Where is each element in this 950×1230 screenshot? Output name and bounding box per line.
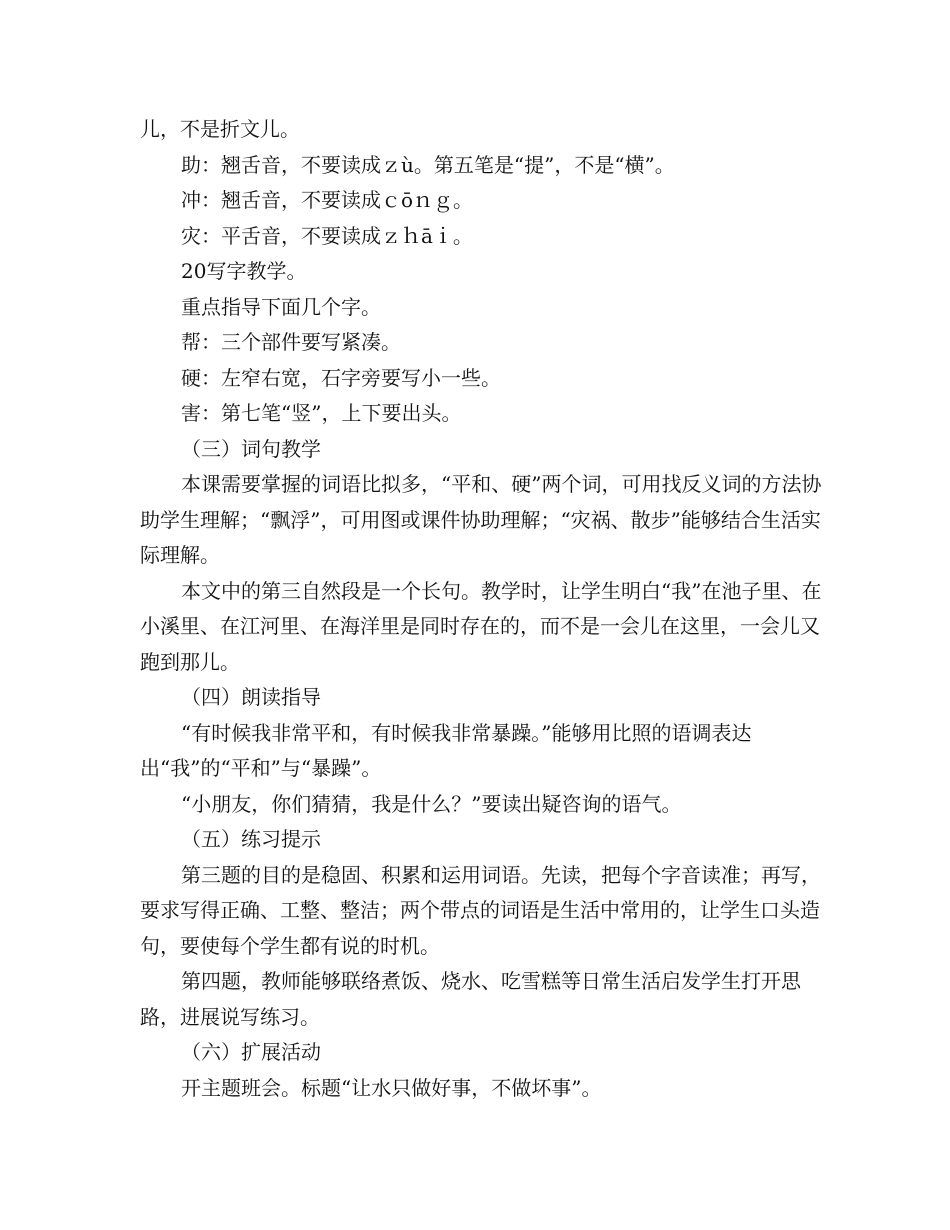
paragraph-bang: 帮：三个部件要写紧凑。 (181, 330, 401, 354)
paragraph-hai: 害：第七笔“竖”，上下要出头。 (181, 401, 462, 425)
paragraph-long-sentence: 本文中的第三自然段是一个长句。教学时，让学生明白“我”在池子里、在小溪里、在江河里、在海洋里是同时存在的，而不是一会儿在这里，一会儿又跑到那儿。 (140, 578, 822, 674)
paragraph-writing-teaching: 20写字教学。 (181, 259, 307, 283)
paragraph-exercise-four: 第四题，教师能够联络煮饭、烧水、吃雪糕等日常生活启发学生打开思路，进展说写练习。 (140, 969, 801, 1029)
paragraph-zai: 灾：平舌音，不要读成ｚｈāｉ。 (181, 223, 473, 248)
section-heading-extension: （六）扩展活动 (181, 1040, 321, 1064)
paragraph-continuation: 儿，不是折文儿。 (140, 117, 300, 141)
paragraph-chong: 冲：翘舌音，不要读成ｃōｎｇ。 (181, 188, 474, 212)
paragraph-class-meeting: 开主题班会。标题“让水只做好事，不做坏事”。 (181, 1075, 602, 1100)
section-heading-exercise: （五）练习提示 (181, 827, 321, 851)
section-heading-word-sentence: （三）词句教学 (181, 436, 321, 461)
paragraph-question-tone: “小朋友，你们猜猜，我是什么？”要读出疑咨询的语气。 (181, 791, 682, 816)
paragraph-ying: 硬：左窄右宽，石字旁要写小一些。 (181, 365, 501, 390)
paragraph-vocabulary: 本课需要掌握的词语比拟多，“平和、硬”两个词，可用找反义词的方法协助学生理解；“飘浮”，可用图或课件协助理解；“灾祸、散步”能够结合生活实际理解。 (140, 472, 822, 567)
paragraph-key-guidance: 重点指导下面几个字。 (181, 294, 381, 319)
section-heading-reading: （四）朗读指导 (181, 685, 321, 709)
paragraph-exercise-three: 第三题的目的是稳固、积累和运用词语。先读，把每个字音读准；再写，要求写得正确、工整、整洁；两个带点的词语是生活中常用的，让学生口头造句，要使每个学生都有说的时机。 (140, 862, 821, 958)
paragraph-reading-contrast: “有时候我非常平和，有时候我非常暴躁。”能够用比照的语调表达出“我”的“平和”与“暴躁”。 (140, 720, 752, 780)
document-body (140, 112, 830, 1106)
paragraph-zhu: 助：翘舌音，不要读成ｚù。第五笔是“提”，不是“横”。 (181, 152, 675, 177)
